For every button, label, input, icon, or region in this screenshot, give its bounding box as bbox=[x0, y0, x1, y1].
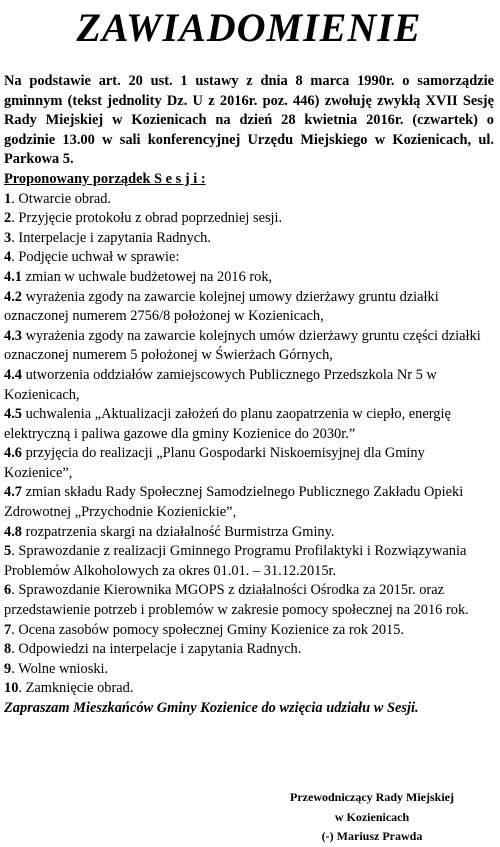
agenda-item bbox=[4, 209, 494, 229]
agenda-item-number: 1 bbox=[4, 190, 12, 207]
agenda-item-text: zmian w uchwale budżetowej na 2016 rok, bbox=[22, 268, 273, 285]
agenda-item-number: 4.4 bbox=[4, 366, 22, 383]
signature-location: w Kozienicach bbox=[334, 809, 410, 824]
agenda-item bbox=[4, 660, 494, 680]
notice-page bbox=[0, 5, 500, 844]
agenda-item bbox=[4, 444, 494, 483]
agenda-item-number: 4.1 bbox=[4, 268, 22, 285]
agenda-item-number: 4.5 bbox=[4, 406, 22, 423]
agenda-item bbox=[4, 248, 494, 268]
agenda-item-number: 2 bbox=[4, 210, 12, 227]
agenda-item-number: 10 bbox=[4, 680, 19, 697]
agenda-item-number: 5 bbox=[4, 543, 12, 560]
agenda-item bbox=[4, 581, 494, 620]
agenda-heading: Proponowany porządek S e s j i : bbox=[4, 170, 206, 187]
agenda-item-text: . Sprawozdanie Kierownika MGOPS z działalności Ośrodka za 2015r. oraz przedstawienie potrzeb i problemów w zakresie pomocy społecznej na 2016 rok. bbox=[4, 582, 469, 619]
signature-title: Przewodniczący Rady Miejskiej bbox=[290, 790, 454, 804]
agenda-item bbox=[4, 268, 494, 288]
agenda-list bbox=[4, 190, 494, 699]
agenda-item-text: . Odpowiedzi na interpelacje i zapytania Radnych. bbox=[11, 641, 302, 658]
document-title: ZAWIADOMIENIE bbox=[76, 5, 422, 50]
agenda-item-text: . Ocena zasobów pomocy społecznej Gminy Kozienice za rok 2015. bbox=[11, 621, 405, 638]
closing-invitation: Zapraszam Mieszkańców Gminy Kozienice do wzięcia udziału w Sesji. bbox=[4, 700, 419, 716]
agenda-item bbox=[4, 229, 494, 249]
agenda-item-number: 8 bbox=[4, 641, 12, 658]
agenda-item-text: . Interpelacje i zapytania Radnych. bbox=[11, 229, 211, 246]
agenda-item-text: uchwalenia „Aktualizacji założeń do planu zaopatrzenia w ciepło, energię elektryczną i paliwa gazowe dla gminy Kozienice do 2030r.” bbox=[4, 406, 451, 442]
agenda-item bbox=[4, 288, 494, 327]
agenda-item-text: zmian składu Rady Społecznej Samodzielnego Publicznego Zakładu Opieki Zdrowotnej „Przychodnie Kozienickie”, bbox=[4, 484, 464, 521]
agenda-item-number: 9 bbox=[4, 660, 12, 677]
intro-paragraph: Na podstawie art. 20 ust. 1 ustawy z dnia 8 marca 1990r. o samorządzie gminnym (tekst jednolity Dz. U z 2016r. poz. 446) zwołuję zwykłą XVII Sesję Rady Miejskiej w Kozienicach na dzień 28 kwietnia 2016r. (czwartek) o godzinie 13.00 w sali konferencyjnej Urzędu Miejskiego w Kozienicach, ul. Parkowa 5. bbox=[4, 73, 494, 168]
agenda-item-text: wyrażenia zgody na zawarcie kolejnej umowy dzierżawy gruntu działki oznaczonej numerem 2756/8 położonej w Kozienicach, bbox=[4, 288, 439, 325]
agenda-item-text: rozpatrzenia skargi na działalność Burmistrza Gminy. bbox=[22, 523, 335, 540]
agenda-item-number: 4.8 bbox=[4, 523, 22, 540]
agenda-item-number: 6 bbox=[4, 582, 12, 599]
agenda-item bbox=[4, 621, 494, 641]
agenda-item bbox=[4, 523, 494, 543]
agenda-item-text: wyrażenia zgody na zawarcie kolejnych umów dzierżawy gruntu części działki oznaczonej numerem 5 położonej w Świerżach Górnych, bbox=[4, 327, 481, 364]
signature-block bbox=[272, 788, 472, 847]
signature-name: (-) Mariusz Prawda bbox=[321, 829, 423, 844]
agenda-item bbox=[4, 366, 494, 405]
agenda-item-text: . Otwarcie obrad. bbox=[11, 190, 112, 207]
agenda-item-text: . Sprawozdanie z realizacji Gminnego Programu Profilaktyki i Rozwiązywania Problemów Alkoholowych za okres 01.01. – 31.12.2015r. bbox=[4, 543, 467, 579]
agenda-item bbox=[4, 640, 494, 660]
agenda-item bbox=[4, 190, 494, 210]
agenda-item-text: . Wolne wnioski. bbox=[11, 660, 109, 677]
agenda-item-number: 4.6 bbox=[4, 445, 22, 462]
agenda-item bbox=[4, 483, 494, 522]
agenda-item-number: 4.2 bbox=[4, 288, 22, 305]
agenda-item-text: . Przyjęcie protokołu z obrad poprzedniej sesji. bbox=[11, 210, 283, 227]
agenda-item bbox=[4, 542, 494, 581]
agenda-item bbox=[4, 679, 494, 699]
agenda-item bbox=[4, 405, 494, 444]
agenda-item-number: 4 bbox=[4, 249, 12, 266]
agenda-item-number: 4.3 bbox=[4, 327, 22, 344]
agenda-item-text: przyjęcia do realizacji „Planu Gospodarki Niskoemisyjnej dla Gminy Kozienice”, bbox=[4, 445, 425, 481]
agenda-item-text: . Zamknięcie obrad. bbox=[18, 680, 134, 697]
agenda-item-number: 7 bbox=[4, 621, 12, 638]
agenda-item bbox=[4, 327, 494, 366]
agenda-item-text: . Podjęcie uchwał w sprawie: bbox=[11, 249, 180, 266]
agenda-item-text: utworzenia oddziałów zamiejscowych Publicznego Przedszkola Nr 5 w Kozienicach, bbox=[4, 366, 437, 403]
agenda-item-number: 3 bbox=[4, 229, 12, 246]
agenda-item-number: 4.7 bbox=[4, 484, 22, 501]
